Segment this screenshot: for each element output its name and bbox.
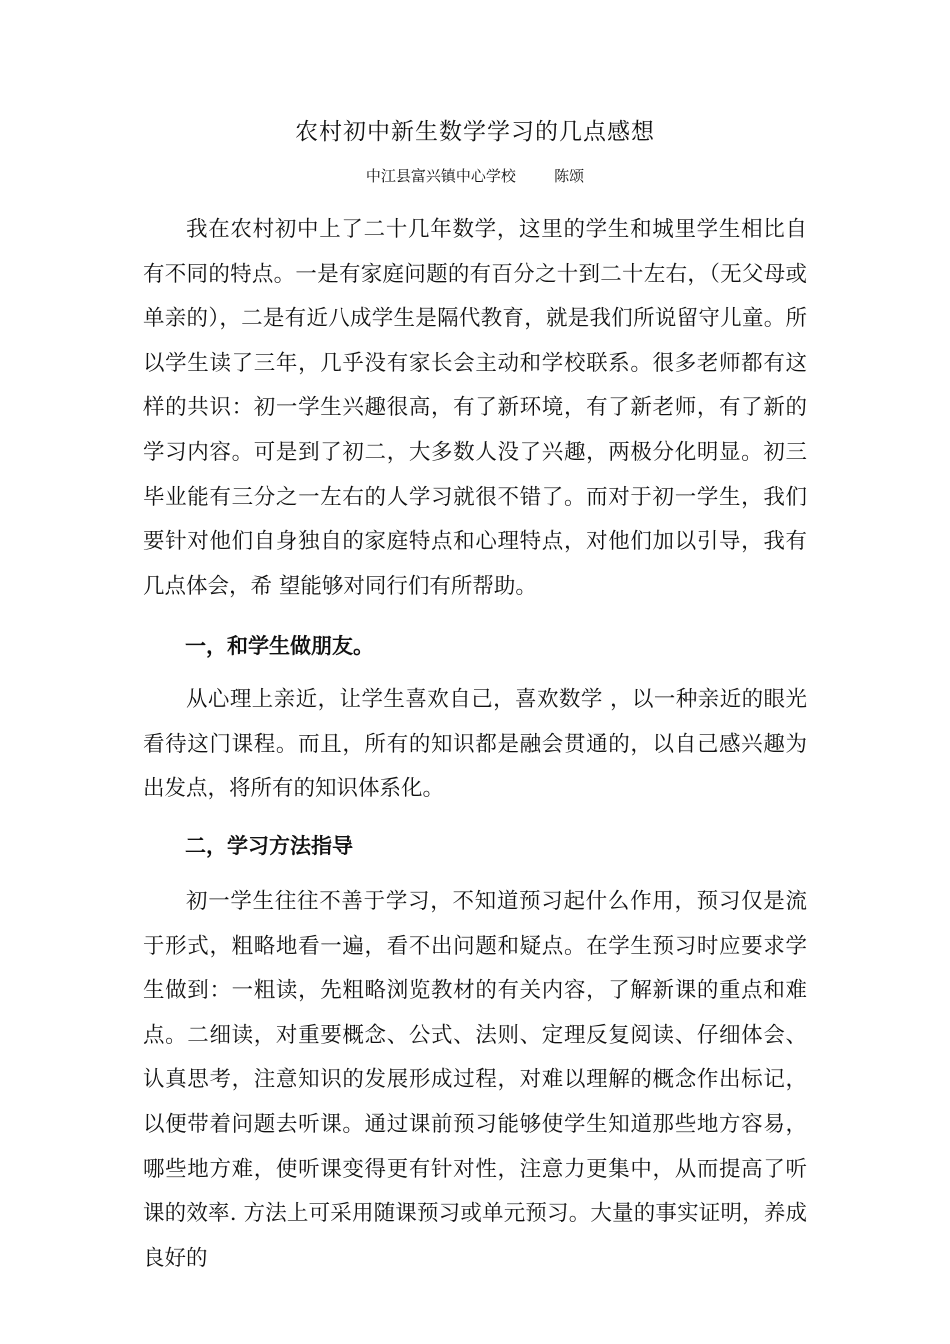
section-1-paragraph: 从心理上亲近，让学生喜欢自己，喜欢数学 ，以一种亲近的眼光看待这门课程。而且，所有的知识都是融会贯通的，以自己感兴趣为出发点，将所有的知识体系化。 xyxy=(143,687,807,802)
intro-paragraph: 我在农村初中上了二十几年数学，这里的学生和城里学生相比自有不同的特点。一是有家庭问题的有百分之十到二十左右，（无父母或单亲的），二是有近八成学生是隔代教育，就是我们所说留守儿童。所以学生读了三年，几乎没有家长会主动和学校联系。很多老师都有这样的共识：初一学生兴趣很高，有了新环境，有了新老师，有了新的学习内容。可是到了初二，大多数人没了兴趣，两极分化明显。初三毕业能有三分之一左右的人学习就很不错了。而对于初一学生，我们要针对他们自身独自的家庭特点和心理特点，对他们加以引导，我有几点体会，希 望能够对同行们有所帮助。 xyxy=(143,217,807,599)
section-2-paragraph: 初一学生往往不善于学习，不知道预习起什么作用，预习仅是流于形式，粗略地看一遍，看不出问题和疑点。在学生预习时应要求学生做到：一粗读，先粗略浏览教材的有关内容，了解新课的重点和难点。二细读，对重要概念、公式、法则、定理反复阅读、仔细体会、认真思考，注意知识的发展形成过程，对难以理解的概念作出标记，以便带着问题去听课。通过课前预习能够使学生知道那些地方容易，哪些地方难，使听课变得更有针对性，注意力更集中，从而提高了听课的效率. 方法上可采用随课预习或单元预习。大量的事实证明，养成良好的 xyxy=(143,889,807,1271)
section-heading-2: 二，学习方法指导 xyxy=(185,833,353,858)
author-byline: 中江县富兴镇中心学校 陈颂 xyxy=(365,167,585,185)
section-heading-1: 一，和学生做朋友。 xyxy=(185,633,374,658)
document-title: 农村初中新生数学学习的几点感想 xyxy=(295,119,655,145)
document-page xyxy=(143,112,807,1271)
